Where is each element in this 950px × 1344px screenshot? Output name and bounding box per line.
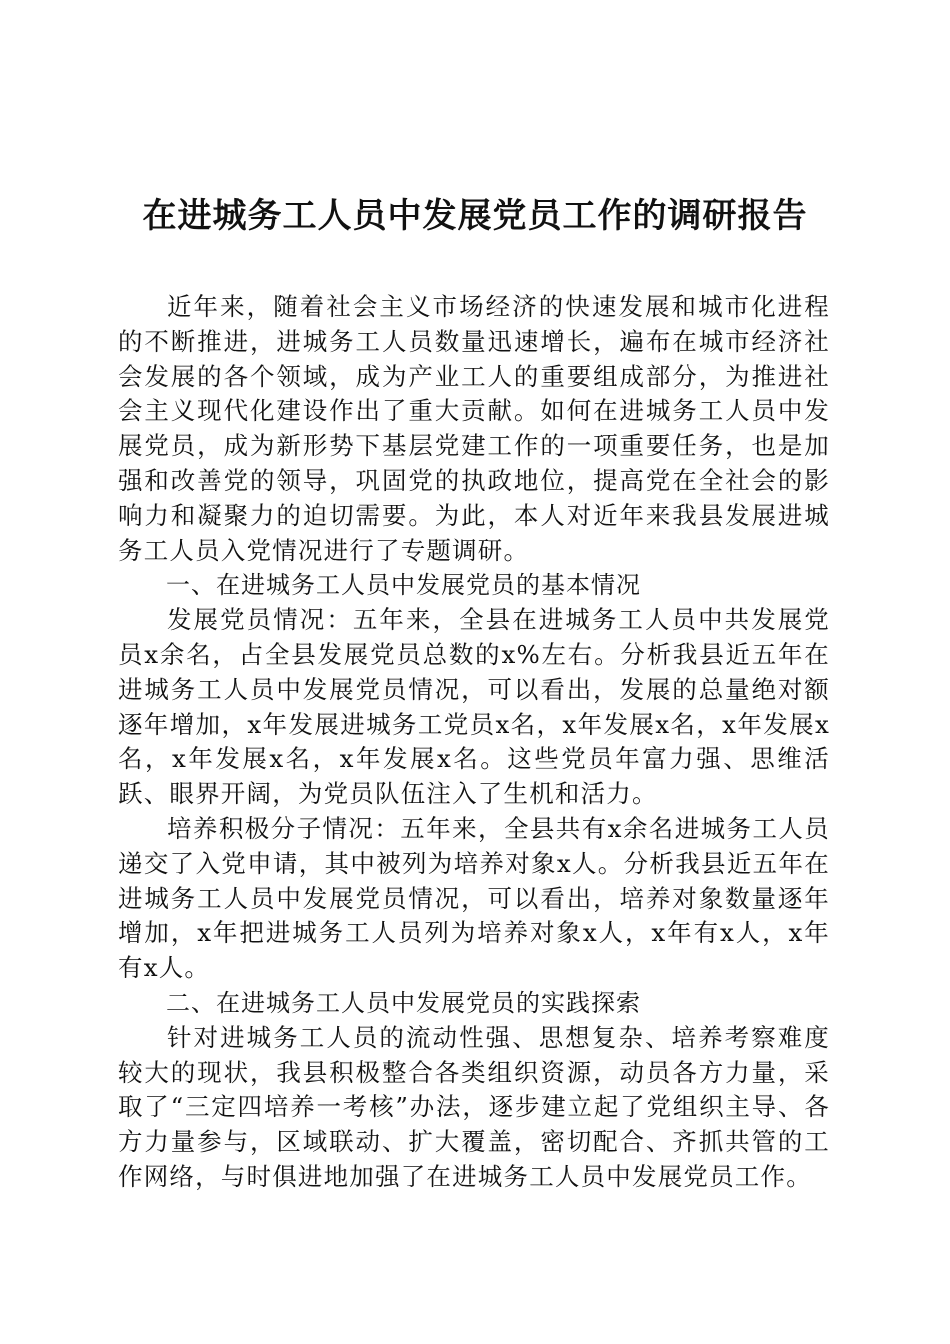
document-body (118, 290, 830, 1195)
section-heading-2: 二、在进城务工人员中发展党员的实践探索 (166, 988, 641, 1017)
section-1-paragraph-1: 发展党员情况：五年来，全县在进城务工人员中共发展党员x余名，占全县发展党员总数的x%左右。分析我县近五年在进城务工人员中发展党员情况，可以看出，发展的总量绝对额逐年增加，x年发展进城务工党员x名，x年发展x名，x年发展x名，x年发展x名，x年发展x名。这些党员年富力强、思维活跃、眼界开阔，为党员队伍注入了生机和活力。 (118, 605, 830, 809)
document-title: 在进城务工人员中发展党员工作的调研报告 (142, 196, 808, 236)
section-1-paragraph-2: 培养积极分子情况：五年来，全县共有x余名进城务工人员递交了入党申请，其中被列为培养对象x人。分析我县近五年在进城务工人员中发展党员情况，可以看出，培养对象数量逐年增加，x年把进城务工人员列为培养对象x人，x年有x人，x年有x人。 (118, 813, 830, 983)
section-heading-1: 一、在进城务工人员中发展党员的基本情况 (166, 571, 641, 600)
intro-paragraph: 近年来，随着社会主义市场经济的快速发展和城市化进程的不断推进，进城务工人员数量迅速增长，遍布在城市经济社会发展的各个领域，成为产业工人的重要组成部分，为推进社会主义现代化建设作出了重大贡献。如何在进城务工人员中发展党员，成为新形势下基层党建工作的一项重要任务，也是加强和改善党的领导，巩固党的执政地位，提高党在全社会的影响力和凝聚力的迫切需要。为此，本人对近年来我县发展进城务工人员入党情况进行了专题调研。 (118, 292, 830, 565)
section-2-paragraph-1: 针对进城务工人员的流动性强、思想复杂、培养考察难度较大的现状，我县积极整合各类组织资源，动员各方力量，采取了“三定四培养一考核”办法，逐步建立起了党组织主导、各方力量参与，区域联动、扩大覆盖，密切配合、齐抓共管的工作网络，与时俱进地加强了在进城务工人员中发展党员工作。 (118, 1022, 830, 1191)
